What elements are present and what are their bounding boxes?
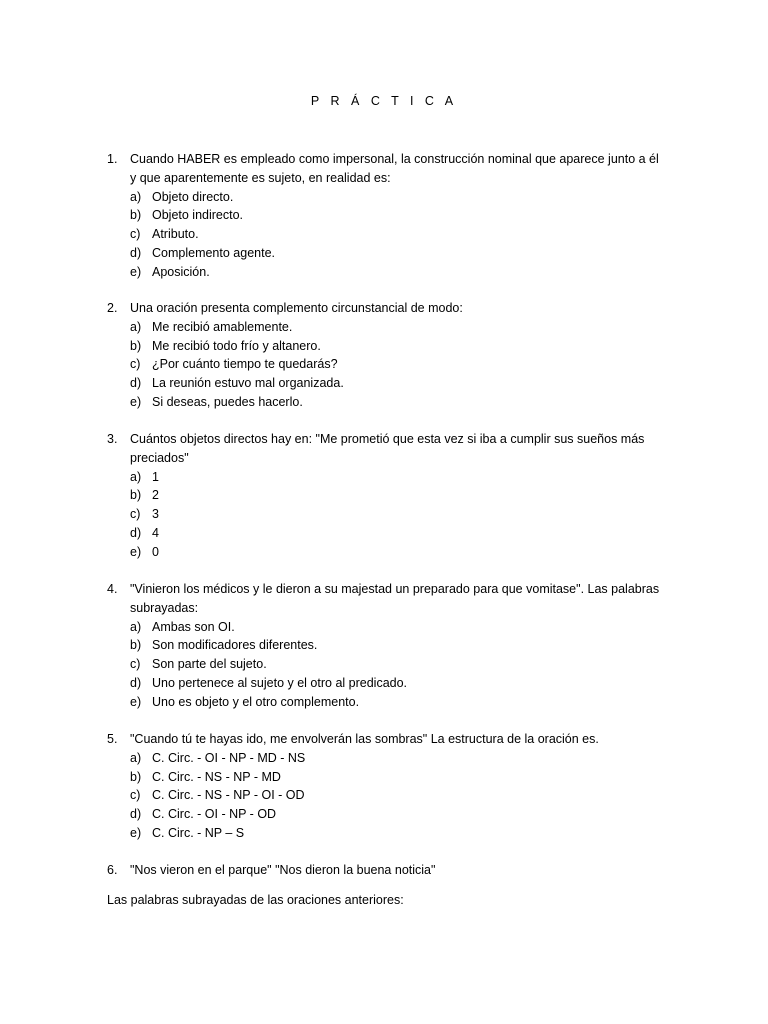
question-number: 6. — [107, 863, 118, 877]
option-letter: d) — [130, 376, 142, 391]
option-a — [130, 318, 667, 337]
option-letter: c) — [130, 788, 141, 803]
option-text: Me recibió amablemente. — [152, 319, 293, 334]
option-text: Atributo. — [152, 227, 199, 242]
option-e — [130, 393, 667, 412]
option-text: Me recibió todo frío y altanero. — [152, 338, 321, 353]
option-text: Objeto indirecto. — [152, 208, 244, 223]
option-letter: e) — [130, 264, 142, 279]
option-text: Ambas son OI. — [152, 619, 235, 634]
option-e — [130, 263, 667, 282]
option-b — [130, 337, 667, 356]
option-b — [130, 636, 667, 655]
question-number: 3. — [107, 432, 118, 446]
option-e — [130, 693, 667, 712]
option-text: Si deseas, puedes hacerlo. — [152, 394, 303, 409]
option-letter: d) — [130, 245, 142, 260]
option-text: Son parte del sujeto. — [152, 657, 267, 672]
option-text: 1 — [152, 469, 159, 484]
question-4 — [107, 580, 667, 712]
option-text: C. Circ. - NP – S — [152, 825, 245, 840]
option-text: 3 — [152, 507, 159, 522]
option-text: La reunión estuvo mal organizada. — [152, 376, 344, 391]
option-letter: c) — [130, 507, 141, 522]
option-text: ¿Por cuánto tiempo te quedarás? — [152, 357, 338, 372]
question-2 — [107, 299, 667, 412]
option-letter: e) — [130, 694, 142, 709]
option-text: Son modificadores diferentes. — [152, 638, 318, 653]
option-c — [130, 225, 667, 244]
options-list — [130, 318, 667, 412]
question-5 — [107, 730, 667, 843]
option-letter: b) — [130, 488, 142, 503]
options-list — [130, 618, 667, 712]
option-text: Aposición. — [152, 264, 210, 279]
option-d — [130, 244, 667, 263]
question-text: "Vinieron los médicos y le dieron a su majestad un preparado para que vomitase". Las palabras subrayadas: — [130, 582, 660, 615]
option-letter: a) — [130, 750, 142, 765]
question-text: Cuántos objetos directos hay en: "Me prometió que esta vez si iba a cumplir sus sueños más preciados" — [130, 432, 645, 465]
option-b — [130, 206, 667, 225]
option-letter: a) — [130, 469, 142, 484]
options-list — [130, 468, 667, 562]
option-a — [130, 468, 667, 487]
options-list — [130, 188, 667, 282]
option-a — [130, 618, 667, 637]
option-letter: b) — [130, 338, 142, 353]
option-d — [130, 374, 667, 393]
option-a — [130, 749, 667, 768]
option-letter: e) — [130, 544, 142, 559]
question-6 — [107, 861, 667, 880]
option-a — [130, 188, 667, 207]
question-number: 5. — [107, 732, 118, 746]
question-text: "Cuando tú te hayas ido, me envolverán las sombras" La estructura de la oración es. — [130, 732, 599, 746]
question-3 — [107, 430, 667, 562]
option-d — [130, 674, 667, 693]
option-letter: e) — [130, 825, 142, 840]
trailing-prompt: Las palabras subrayadas de las oraciones anteriores: — [107, 893, 404, 907]
question-number: 2. — [107, 301, 118, 315]
question-text: Cuando HABER es empleado como impersonal, la construcción nominal que aparece junto a él y que aparentemente es sujeto, en realidad es: — [130, 152, 659, 185]
option-letter: b) — [130, 208, 142, 223]
question-text: Una oración presenta complemento circunstancial de modo: — [130, 301, 463, 315]
option-text: C. Circ. - NS - NP - MD — [152, 769, 281, 784]
option-text: 0 — [152, 544, 159, 559]
option-text: Complemento agente. — [152, 245, 275, 260]
question-number: 1. — [107, 152, 118, 166]
options-list — [130, 749, 667, 843]
option-text: C. Circ. - OI - NP - OD — [152, 807, 277, 822]
option-letter: d) — [130, 807, 142, 822]
option-c — [130, 786, 667, 805]
option-e — [130, 824, 667, 843]
question-text: "Nos vieron en el parque" "Nos dieron la buena noticia" — [130, 863, 436, 877]
option-letter: c) — [130, 657, 141, 672]
option-letter: a) — [130, 619, 142, 634]
option-text: Objeto directo. — [152, 189, 234, 204]
option-c — [130, 655, 667, 674]
question-number: 4. — [107, 582, 118, 596]
option-b — [130, 768, 667, 787]
option-text: C. Circ. - OI - NP - MD - NS — [152, 750, 306, 765]
option-text: Uno pertenece al sujeto y el otro al predicado. — [152, 675, 408, 690]
option-letter: b) — [130, 638, 142, 653]
option-d — [130, 524, 667, 543]
option-c — [130, 355, 667, 374]
option-letter: a) — [130, 319, 142, 334]
question-1 — [107, 150, 667, 282]
option-text: Uno es objeto y el otro complemento. — [152, 694, 360, 709]
option-letter: b) — [130, 769, 142, 784]
option-letter: e) — [130, 394, 142, 409]
option-b — [130, 486, 667, 505]
option-c — [130, 505, 667, 524]
option-text: C. Circ. - NS - NP - OI - OD — [152, 788, 305, 803]
page-title: P R Á C T I C A — [310, 94, 458, 108]
option-letter: d) — [130, 525, 142, 540]
option-text: 4 — [152, 525, 159, 540]
option-e — [130, 543, 667, 562]
option-letter: d) — [130, 675, 142, 690]
option-letter: c) — [130, 357, 141, 372]
option-text: 2 — [152, 488, 159, 503]
option-letter: c) — [130, 227, 141, 242]
option-letter: a) — [130, 189, 142, 204]
option-d — [130, 805, 667, 824]
